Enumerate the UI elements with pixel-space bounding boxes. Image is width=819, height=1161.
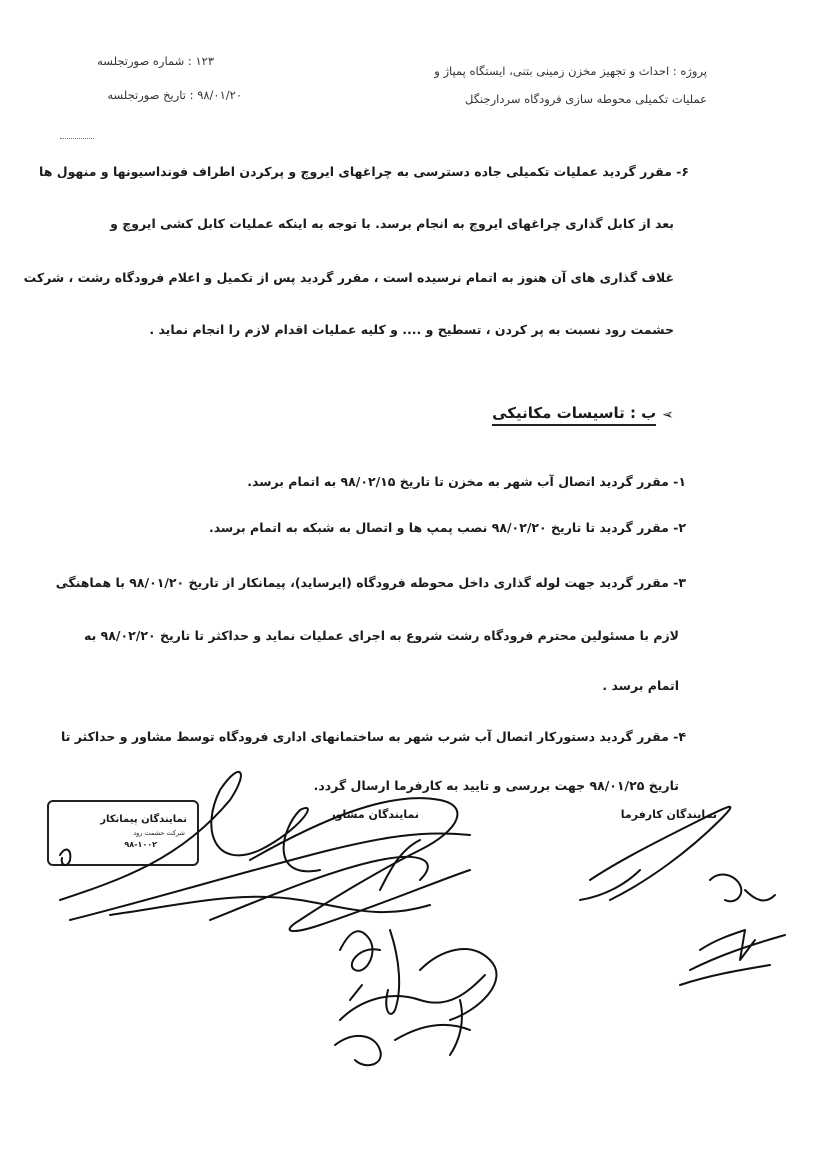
item6-line-2: بعد از کابل گذاری چراغهای ایروچ به انجام برسد. با توجه به اینکه عملیات کابل کشی ایروچ و [110,216,674,231]
section-b-item-3-line-1: ۳- مقرر گردید جهت لوله گذاری داخل محوطه فرودگاه (ایرساید)، پیمانکار از تاریخ ۹۸/۰۱/۲۰ با هماهنگی [55,575,686,590]
employer-representatives-label: نمایندگان کارفرما [620,808,717,821]
contractor-stamp [47,800,199,866]
consultant-representatives-label: نمایندگان مشاور [329,808,419,821]
section-b-item-3-line-2: لازم با مسئولین محترم فرودگاه رشت شروع به اجرای عملیات نماید و حداکثر تا تاریخ ۹۸/۰۲/۲۰ به [84,628,679,643]
stamp-subtitle: شرکت حشمت رود [133,829,185,837]
stamp-number: ۹۸-۱۰۰۲ [124,840,157,849]
section-b-heading [492,404,674,426]
section-b-item-2: ۲- مقرر گردید تا تاریخ ۹۸/۰۲/۲۰ نصب پمپ ها و اتصال به شبکه به اتمام برسد. [208,520,686,535]
arrow-bullet-icon: ➢ [662,407,674,423]
stamp-title: نمایندگان پیمانکار [100,814,187,825]
project-line-2: عملیات تکمیلی محوطه سازی فرودگاه سردارجنگل [464,92,707,106]
item6-line-4: حشمت رود نسبت به پر کردن ، تسطیح و .... و کلیه عملیات اقدام لازم را انجام نماید . [149,322,674,337]
section-b-item-4-line-1: ۴- مقرر گردید دستورکار اتصال آب شرب شهر به ساختمانهای اداری فرودگاه توسط مشاور و حداکثر تا [61,729,686,744]
project-line-1: پروژه : احداث و تجهیز مخزن زمینی بتنی، ایستگاه پمپاژ و [434,64,707,78]
dotted-divider [60,138,94,139]
section-b-item-1: ۱- مقرر گردید اتصال آب شهر به مخزن تا تاریخ ۹۸/۰۲/۱۵ به اتمام برسد. [247,474,686,489]
item6-line-1: ۶- مقرر گردید عملیات تکمیلی جاده دسترسی به چراغهای ایروچ و پرکردن اطراف فونداسیونها و منهول ها [39,164,689,179]
section-b-title: ب : تاسیسات مکانیکی [492,404,656,426]
section-b-item-3-line-3: اتمام برسد . [602,678,679,693]
minutes-date: ۹۸/۰۱/۲۰ : تاریخ صورتجلسه [107,88,242,102]
minutes-number: ۱۲۳ : شماره صورتجلسه [97,54,214,68]
section-b-item-4-line-2: تاریخ ۹۸/۰۱/۲۵ جهت بررسی و تایید به کارفرما ارسال گردد. [313,778,679,793]
item6-line-3: غلاف گذاری های آن هنوز به اتمام نرسیده است ، مقرر گردید پس از تکمیل و اعلام فرودگاه رشت ، شرکت [23,270,674,285]
